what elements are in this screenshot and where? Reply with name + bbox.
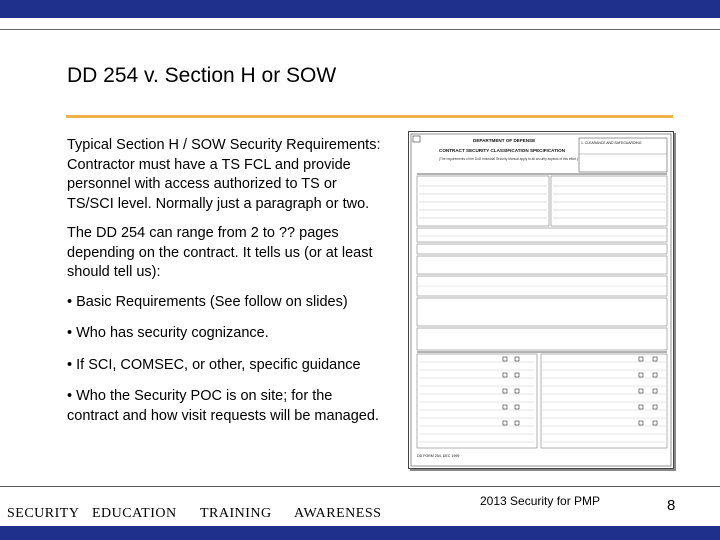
dd254-form-drawing <box>409 132 673 468</box>
title-underline <box>66 115 673 118</box>
footer-education: EDUCATION <box>92 506 177 521</box>
paragraph-section-h: Typical Section H / SOW Security Requirements: Contractor must have a TS FCL and provide personnel with access authorized to TS or TS/SCI level. Normally just a paragraph or two. <box>67 137 381 212</box>
form-footer: DD FORM 254, DEC 1999 <box>417 454 460 458</box>
footer-rule <box>0 486 720 487</box>
form-clearance-box: 1. CLEARANCE AND SAFEGUARDING <box>581 141 642 145</box>
top-rule <box>0 29 720 30</box>
slide-body <box>67 136 385 438</box>
page-number: 8 <box>667 497 676 514</box>
paragraph-dd254: The DD 254 can range from 2 to ?? pages depending on the contract. It tells us (or at least should tell us): <box>67 225 373 280</box>
footer-training: TRAINING <box>200 506 272 521</box>
form-agency: DEPARTMENT OF DEFENSE <box>473 138 536 143</box>
top-band <box>0 0 720 18</box>
bullet-item: • Basic Requirements (See follow on slides) <box>67 293 348 310</box>
bullet-item: • Who the Security POC is on site; for the contract and how visit requests will be managed. <box>67 388 379 424</box>
form-subtitle: (The requirements of the DoD Industrial Security Manual apply to all security aspects of this effort.) <box>439 157 579 161</box>
dd254-form-image <box>408 131 674 469</box>
footer-awareness: AWARENESS <box>294 506 382 521</box>
footer-security: SECURITY <box>7 506 80 521</box>
footer-course-label: 2013 Security for PMP <box>480 494 601 508</box>
bullet-item: • Who has security cognizance. <box>67 325 269 341</box>
form-title: CONTRACT SECURITY CLASSIFICATION SPECIFICATION <box>439 148 566 153</box>
bottom-band <box>0 526 720 540</box>
bullet-item: • If SCI, COMSEC, or other, specific guidance <box>67 356 361 373</box>
slide-title: DD 254 v. Section H or SOW <box>67 64 337 87</box>
